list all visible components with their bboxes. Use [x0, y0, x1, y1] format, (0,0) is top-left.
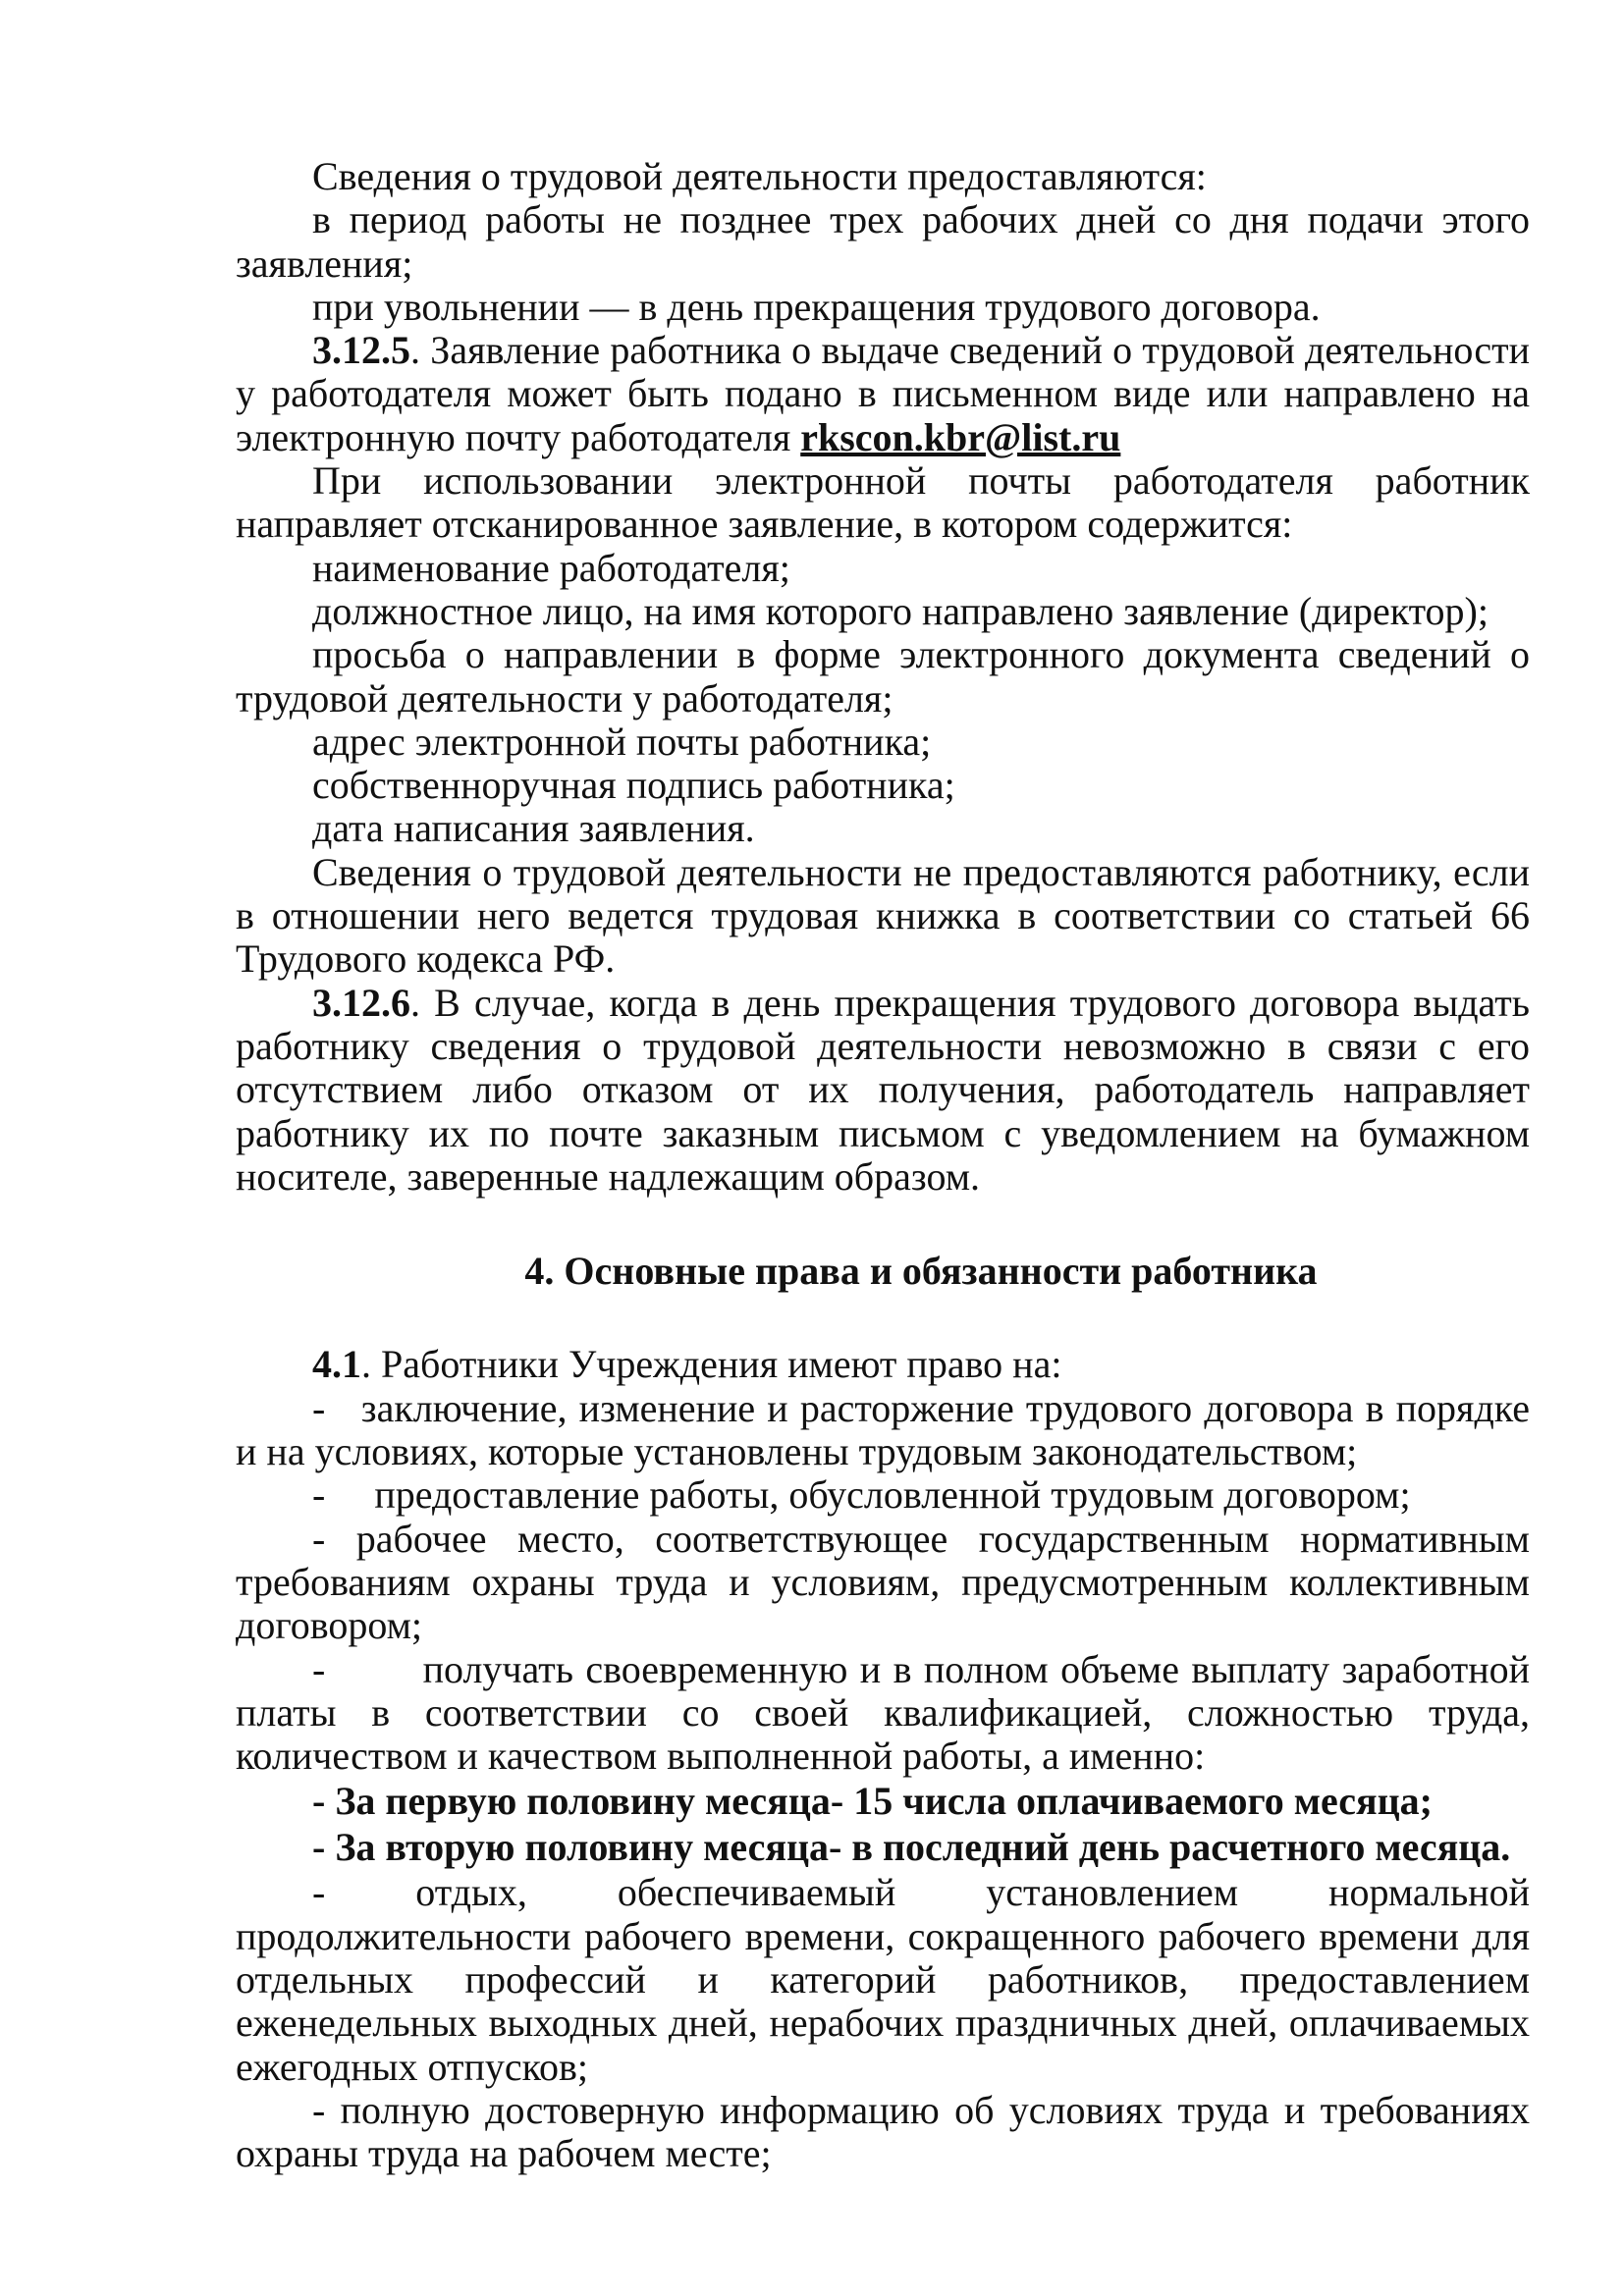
paragraph: наименование работодателя; — [312, 545, 790, 590]
paragraph: собственноручная подпись работника; — [312, 763, 955, 808]
payment-term-second-half: - За вторую половину месяца- в последний день расчетного месяца. — [312, 1825, 1511, 1870]
paragraph: адрес электронной почты работника; — [312, 719, 932, 764]
paragraph: Сведения о трудовой деятельности не предоставляются работнику, если в отношении него ведется трудовая книжка в соответствии со статьей 66 Трудового кодекса РФ. — [236, 849, 1530, 982]
section-number: 3.12.6 — [312, 980, 410, 1025]
list-item: - предоставление работы, обусловленной трудовым договором; — [312, 1472, 1411, 1518]
payment-term-first-half: - За первую половину месяца- 15 числа оплачиваемого месяца; — [312, 1779, 1433, 1824]
list-item: - полную достоверную информацию об условиях труда и требованиях охраны труда на рабочем месте; — [236, 2087, 1530, 2176]
section-heading: 4. Основные права и обязанности работника — [524, 1249, 1318, 1294]
paragraph: дата написания заявления. — [312, 806, 755, 851]
paragraph: Сведения о трудовой деятельности предоставляются: — [312, 154, 1207, 198]
paragraph: просьба о направлении в форме электронного документа сведений о трудовой деятельности у работодателя; — [236, 632, 1530, 721]
paragraph: в период работы не позднее трех рабочих дней со дня подачи этого заявления; — [236, 197, 1530, 286]
paragraph-text: . Заявление работника о выдаче сведений о трудовой деятельности у работодателя может быть подано в письменном виде или направлено на электронную почту работодателя — [236, 328, 1530, 459]
paragraph-3-12-6 — [236, 982, 1530, 1199]
paragraph: при увольнении — в день прекращения трудового договора. — [312, 284, 1321, 329]
list-item: - рабочее место, соответствующее государственным нормативным требованиям охраны труда и условиям, предусмотренным коллективным договором; — [236, 1516, 1530, 1648]
paragraph: При использовании электронной почты работодателя работник направляет отсканированное заявление, в котором содержится: — [236, 458, 1530, 547]
paragraph-4-1 — [236, 1343, 1530, 1386]
email-link[interactable]: rkscon.kbr@list.ru — [800, 414, 1121, 459]
list-item: - получать своевременную и в полном объеме выплату заработной платы в соответствии со своей квалификацией, сложностью труда, количеством и качеством выполненной работы, а именно: — [236, 1646, 1540, 1779]
list-item: - отдых, обеспечиваемый установлением нормальной продолжительности рабочего времени, сокращенного рабочего времени для отдельных профессий и категорий работников, предоставлением еженедельных выходных дней, нерабочих праздничных дней, оплачиваемых ежегодных отпусков; — [236, 1870, 1530, 2089]
paragraph: должностное лицо, на имя которого направлено заявление (директор); — [312, 588, 1489, 633]
paragraph-text: . Работники Учреждения имеют право на: — [361, 1342, 1062, 1387]
paragraph-3-12-5 — [236, 329, 1530, 459]
paragraph-text: . В случае, когда в день прекращения трудового договора выдать работнику сведения о трудовой деятельности невозможно в связи с его отсутствием либо отказом от их получения, работодатель направляет работнику их по почте заказным письмом с уведомлением на бумажном носителе, заверенные надлежащим образом. — [236, 980, 1530, 1199]
document-page — [236, 154, 1540, 2176]
section-number: 3.12.5 — [312, 328, 410, 373]
list-item: - заключение, изменение и расторжение трудового договора в порядке и на условиях, которые установлены трудовым законодательством; — [236, 1385, 1540, 1474]
section-number: 4.1 — [312, 1342, 361, 1387]
